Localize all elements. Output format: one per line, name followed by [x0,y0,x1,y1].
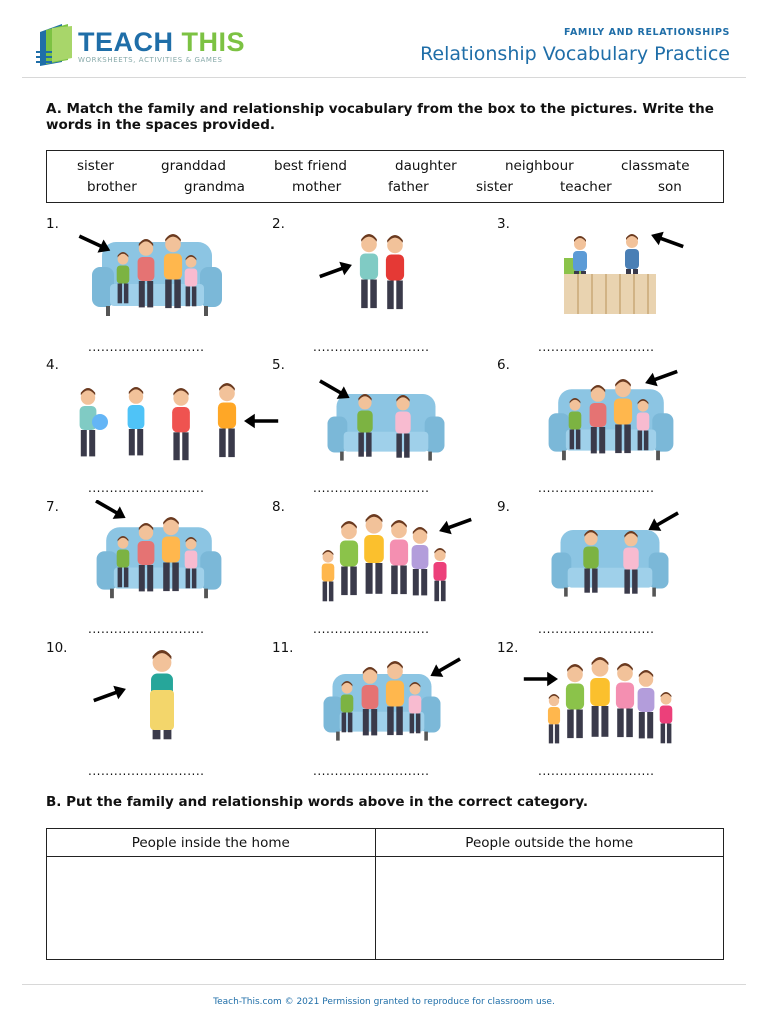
item-number: 11. [272,640,294,656]
extended-family-icon [522,650,686,746]
answer-blank[interactable]: ........................... [313,622,430,636]
answer-blank[interactable]: ........................... [538,622,655,636]
logo-tagline: WORKSHEETS, ACTIVITIES & GAMES [78,56,223,64]
item-number: 9. [497,499,510,515]
header-divider [22,77,746,78]
item-number: 3. [497,216,510,232]
two-friends-icon [316,222,426,322]
answer-blank[interactable]: ........................... [88,340,205,354]
neighbours-at-fence-icon [560,228,690,314]
footer-divider [22,984,746,985]
outside-answer-cell[interactable] [375,857,724,960]
word: neighbour [505,158,574,174]
word-box [46,150,724,203]
answer-blank[interactable]: ........................... [88,764,205,778]
answer-blank[interactable]: ........................... [538,340,655,354]
item-number: 8. [272,499,285,515]
extended-family-icon [316,508,476,606]
word: grandma [184,179,245,195]
family-on-sofa-icon [546,366,686,466]
answer-blank[interactable]: ........................... [313,764,430,778]
answer-blank[interactable]: ........................... [538,481,655,495]
section-b-instruction: B. Put the family and relationship words above in the correct category. [46,794,589,810]
teach-this-logo-icon [36,22,76,68]
family-on-sofa-icon [76,222,226,322]
answer-blank[interactable]: ........................... [538,764,655,778]
word: father [388,179,429,195]
word: son [658,179,682,195]
logo-wordmark: TEACH THIS [78,27,246,57]
word: classmate [621,158,690,174]
word: best friend [274,158,347,174]
footer-copyright: Teach-This.com © 2021 Permission granted to reproduce for classroom use. [213,997,555,1007]
item-number: 12. [497,640,519,656]
schoolchildren-icon [70,378,282,466]
family-on-sofa-icon [318,650,468,746]
inside-answer-cell[interactable] [47,857,376,960]
item-number: 7. [46,499,59,515]
children-on-sofa-icon [542,508,686,602]
word: sister [77,158,114,174]
word: granddad [161,158,226,174]
answer-blank[interactable]: ........................... [313,340,430,354]
word: brother [87,179,137,195]
word: teacher [560,179,612,195]
item-number: 4. [46,357,59,373]
answer-blank[interactable]: ........................... [313,481,430,495]
word: sister [476,179,513,195]
page-title: Relationship Vocabulary Practice [420,43,730,65]
word: mother [292,179,342,195]
category-table [46,828,724,960]
column-header-inside: People inside the home [47,829,376,857]
item-number: 5. [272,357,285,373]
family-on-sofa-icon [92,500,228,604]
word: daughter [395,158,457,174]
item-number: 2. [272,216,285,232]
answer-blank[interactable]: ........................... [88,622,205,636]
item-number: 1. [46,216,59,232]
answer-blank[interactable]: ........................... [88,481,205,495]
item-number: 10. [46,640,68,656]
category-label: FAMILY AND RELATIONSHIPS [563,27,730,38]
children-on-sofa-icon [316,376,456,466]
item-number: 6. [497,357,510,373]
teacher-icon [90,650,200,746]
section-a-instruction: A. Match the family and relationship vocabulary from the box to the pictures. Write the words in the spaces provided. [46,101,714,133]
column-header-outside: People outside the home [375,829,724,857]
